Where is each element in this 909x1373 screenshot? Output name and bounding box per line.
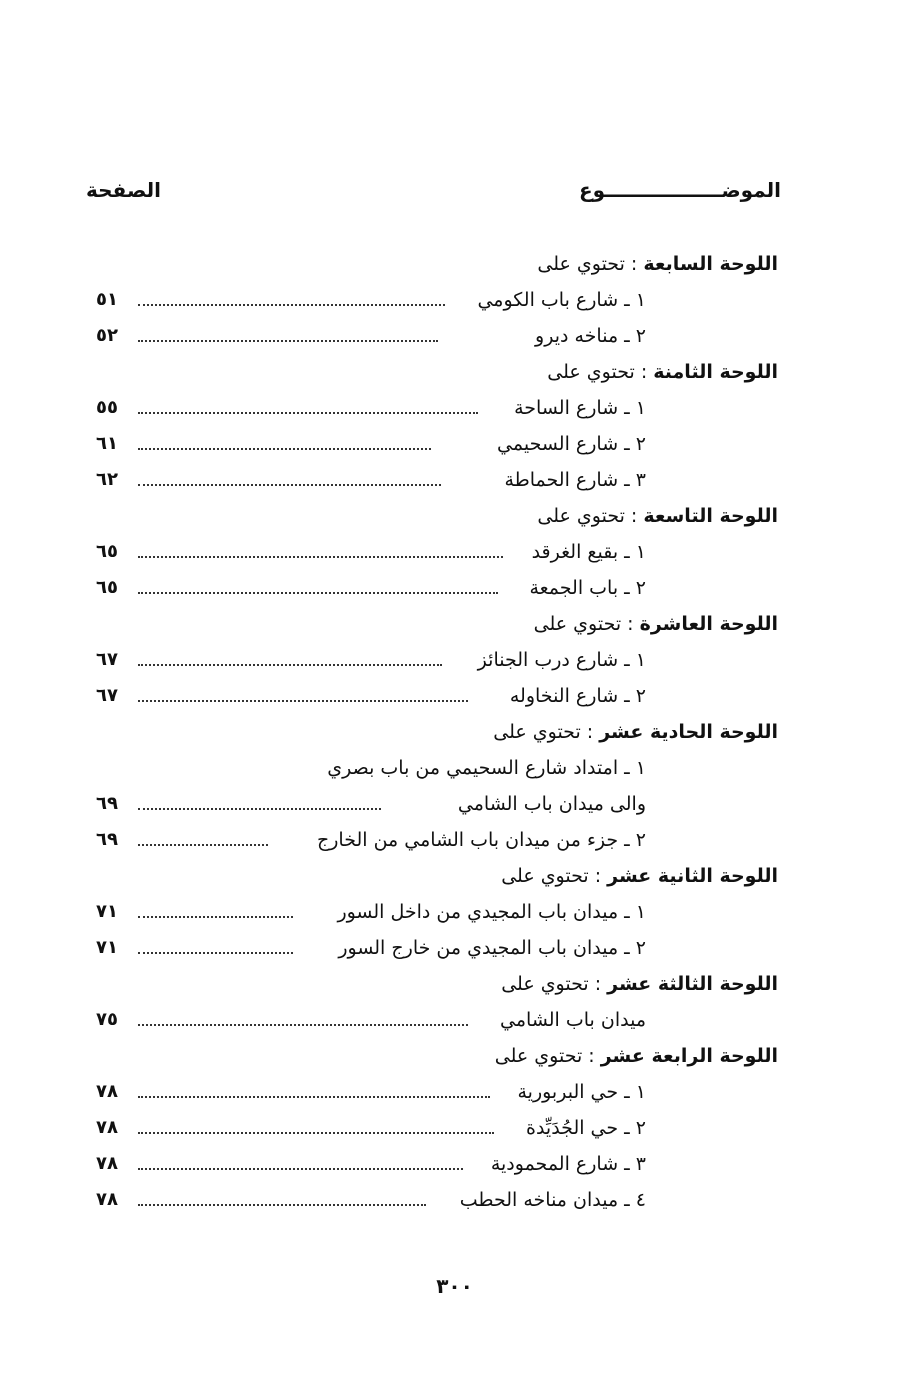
dot-leader	[138, 664, 442, 666]
entry-page-number: ٧٥	[96, 1009, 118, 1030]
dot-leader	[138, 448, 431, 450]
entry-page-number: ٧٨	[96, 1117, 118, 1138]
section-subtitle: : تحتوي على	[501, 973, 608, 995]
toc-section	[96, 354, 778, 498]
dot-leader	[138, 808, 381, 810]
toc-entry	[96, 534, 778, 570]
section-subtitle: : تحتوي على	[537, 253, 644, 275]
section-heading	[96, 1038, 778, 1074]
entry-page-number: ٧١	[96, 937, 118, 958]
entry-label: ٢ ـ ميدان باب المجيدي من خارج السور	[338, 937, 646, 959]
dot-leader	[138, 592, 498, 594]
toc-entry	[96, 750, 778, 786]
entry-label: ٢ ـ شارع النخاوله	[509, 685, 646, 707]
toc-entry	[96, 1146, 778, 1182]
table-of-contents	[96, 246, 778, 1218]
toc-section	[96, 966, 778, 1038]
entry-label: ٤ ـ ميدان مناخه الحطب	[459, 1189, 646, 1211]
toc-section	[96, 246, 778, 354]
entry-page-number: ٦٩	[96, 829, 118, 850]
section-title: اللوحة السابعة	[643, 253, 778, 275]
toc-entry	[96, 1074, 778, 1110]
entry-page-number: ٥٥	[96, 397, 118, 418]
toc-section	[96, 498, 778, 606]
toc-entry	[96, 930, 778, 966]
section-heading	[96, 714, 778, 750]
toc-entry	[96, 894, 778, 930]
entry-label: ٢ ـ حي الجُدَيِّدة	[525, 1117, 646, 1139]
entry-page-number: ٧٨	[96, 1189, 118, 1210]
toc-entry	[96, 390, 778, 426]
section-title: اللوحة الرابعة عشر	[600, 1045, 778, 1067]
toc-entry	[96, 426, 778, 462]
entry-page-number: ٧٨	[96, 1153, 118, 1174]
dot-leader	[138, 484, 441, 486]
entry-page-number: ٥٢	[96, 325, 118, 346]
section-title: اللوحة الحادية عشر	[599, 721, 778, 743]
entry-page-number: ٦٩	[96, 793, 118, 814]
entry-label: والى ميدان باب الشامي	[457, 793, 646, 815]
topic-column-heading: الموضـــــــــــــــــوع	[578, 178, 781, 202]
section-heading	[96, 246, 778, 282]
entry-label: ١ ـ شارع باب الكومي	[477, 289, 646, 311]
entry-label: ١ ـ شارع درب الجنائز	[477, 649, 646, 671]
toc-entry	[96, 1110, 778, 1146]
entry-label: ١ ـ حي البربورية	[517, 1081, 646, 1103]
entry-label: ١ ـ شارع الساحة	[514, 397, 646, 419]
entry-label: ١ ـ بقيع الغرقد	[531, 541, 646, 563]
toc-entry	[96, 678, 778, 714]
entry-label: ٢ ـ جزء من ميدان باب الشامي من الخارج	[316, 829, 646, 851]
section-subtitle: : تحتوي على	[493, 721, 600, 743]
section-heading	[96, 606, 778, 642]
entry-label: ١ ـ امتداد شارع السحيمي من باب بصري	[327, 757, 646, 779]
toc-section	[96, 1038, 778, 1218]
entry-label: ٣ ـ شارع الحماطة	[504, 469, 646, 491]
entry-page-number: ٥١	[96, 289, 118, 310]
toc-entry	[96, 642, 778, 678]
entry-label: ٢ ـ شارع السحيمي	[497, 433, 646, 455]
entry-page-number: ٦٥	[96, 577, 118, 598]
toc-entry	[96, 282, 778, 318]
entry-page-number: ٦٢	[96, 469, 118, 490]
section-subtitle: : تحتوي على	[547, 361, 654, 383]
section-subtitle: : تحتوي على	[533, 613, 640, 635]
entry-page-number: ٦٧	[96, 685, 118, 706]
section-title: اللوحة الثامنة	[653, 361, 778, 383]
toc-section	[96, 714, 778, 858]
entry-page-number: ٧١	[96, 901, 118, 922]
toc-entry	[96, 318, 778, 354]
dot-leader	[138, 700, 468, 702]
section-subtitle: : تحتوي على	[501, 865, 608, 887]
dot-leader	[138, 1024, 468, 1026]
entry-page-number: ٦٧	[96, 649, 118, 670]
dot-leader	[138, 1168, 463, 1170]
toc-entry	[96, 1002, 778, 1038]
entry-page-number: ٧٨	[96, 1081, 118, 1102]
section-heading	[96, 966, 778, 1002]
section-title: اللوحة التاسعة	[643, 505, 778, 527]
dot-leader	[138, 304, 445, 306]
section-title: اللوحة العاشرة	[639, 613, 778, 635]
toc-entry	[96, 570, 778, 606]
entry-label: ١ ـ ميدان باب المجيدي من داخل السور	[337, 901, 646, 923]
dot-leader	[138, 844, 268, 846]
section-heading	[96, 354, 778, 390]
toc-section	[96, 606, 778, 714]
dot-leader	[138, 1204, 426, 1206]
toc-entry	[96, 462, 778, 498]
entry-page-number: ٦١	[96, 433, 118, 454]
section-heading	[96, 498, 778, 534]
entry-label: ٢ ـ باب الجمعة	[529, 577, 646, 599]
toc-header	[86, 178, 781, 218]
page-column-heading: الصفحة	[86, 178, 162, 202]
section-title: اللوحة الثالثة عشر	[607, 973, 778, 995]
dot-leader	[138, 556, 503, 558]
entry-page-number: ٦٥	[96, 541, 118, 562]
dot-leader	[138, 1132, 494, 1134]
entry-label: ٣ ـ شارع المحمودية	[490, 1153, 646, 1175]
toc-entry	[96, 786, 778, 822]
toc-entry	[96, 1182, 778, 1218]
dot-leader	[138, 916, 293, 918]
entry-label: ميدان باب الشامي	[500, 1009, 646, 1031]
dot-leader	[138, 952, 293, 954]
dot-leader	[138, 412, 478, 414]
page-number: ٣٠٠	[436, 1274, 473, 1298]
section-heading	[96, 858, 778, 894]
dot-leader	[138, 340, 438, 342]
section-subtitle: : تحتوي على	[537, 505, 644, 527]
toc-section	[96, 858, 778, 966]
dot-leader	[138, 1096, 490, 1098]
section-subtitle: : تحتوي على	[494, 1045, 601, 1067]
section-title: اللوحة الثانية عشر	[607, 865, 778, 887]
toc-entry	[96, 822, 778, 858]
entry-label: ٢ ـ مناخه ديرو	[535, 325, 646, 347]
